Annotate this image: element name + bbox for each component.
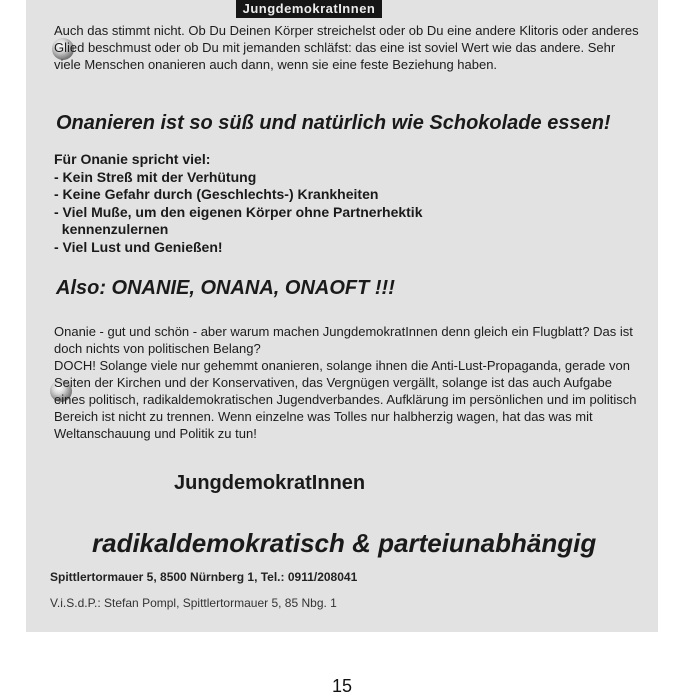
list-item: kennenzulernen [54, 221, 169, 237]
paragraph-intro: Auch das stimmt nicht. Ob Du Deinen Körper streichelst oder ob Du eine andere Klitoris oder anderes Glied beschmust oder ob Du mit jemanden schläfst: das eine ist soviel Wert wie das andere. Sehr viele Menschen onanieren auch dann, wenn sie eine feste Beziehung haben. [54, 23, 639, 72]
contact-address: Spittlertormauer 5, 8500 Nürnberg 1, Tel.: 0911/208041 [50, 570, 358, 584]
reasons-intro: Für Onanie spricht viel: [54, 151, 211, 167]
header-banner: JungdemokratInnen [236, 0, 382, 18]
organization-name: JungdemokratInnen [174, 472, 366, 494]
reasons-list [54, 151, 554, 256]
responsible-person: V.i.S.d.P.: Stefan Pompl, Spittlertormauer 5, 85 Nbg. 1 [50, 596, 337, 610]
paragraph-question: Onanie - gut und schön - aber warum machen JungdemokratInnen denn gleich ein Flugblatt? Das ist doch nichts von politischen Belang? [54, 324, 633, 356]
list-item: - Kein Streß mit der Verhütung [54, 168, 257, 185]
organization-claim: radikaldemokratisch & parteiunabhängig [92, 528, 597, 558]
list-item: - Viel Muße, um den eigenen Körper ohne Partnerhektik [54, 203, 423, 220]
list-item: - Viel Lust und Genießen! [54, 238, 223, 255]
paragraph-political [54, 323, 639, 442]
paragraph-doch: DOCH! Solange viele nur gehemmt onanieren, solange ihnen die Anti-Lust-Propaganda, gerade von Seiten der Kirchen und der Konservativen, das Vergnügen vergällt, solange ist das auch Aufgabe eines politisch, radikaldemokratischen Jugendverbandes. Aufklärung im persönlichen und im politisch Bereich ist nicht zu trennen. Wenn einzelne was Tolles nur halbherzig wagen, hat das was mit Weltanschauung und Politik zu tun! [54, 358, 637, 441]
slogan-onanie: Also: ONANIE, ONANA, ONAOFT !!! [56, 277, 395, 299]
page-number: 15 [331, 676, 353, 696]
slogan-chocolate: Onanieren ist so süß und natürlich wie Schokolade essen! [56, 112, 611, 134]
list-item: - Keine Gefahr durch (Geschlechts-) Krankheiten [54, 186, 379, 202]
